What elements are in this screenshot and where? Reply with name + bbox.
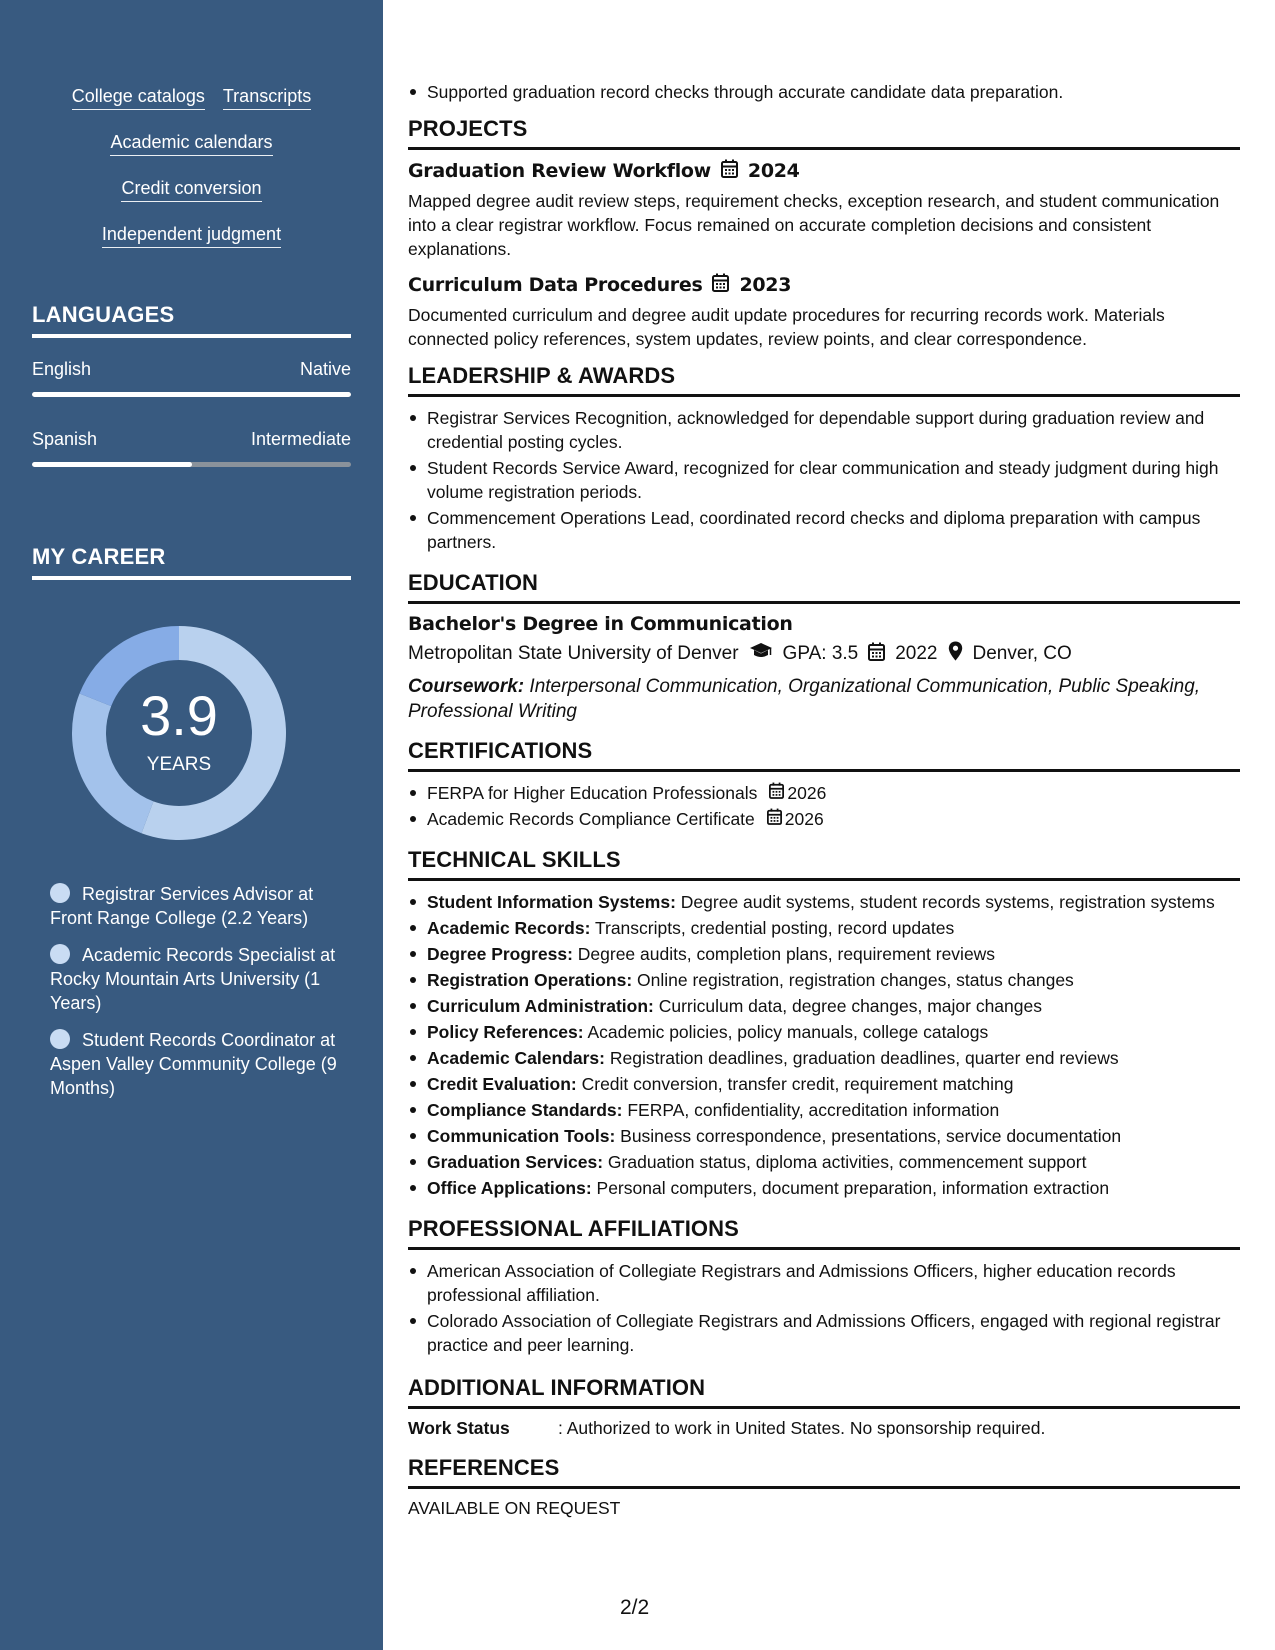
skill-tag: College catalogs (72, 86, 205, 110)
skill-tag: Independent judgment (102, 224, 281, 248)
career-total-unit: YEARS (146, 754, 212, 775)
language-bar-fill (32, 462, 192, 467)
skill-tag: Academic calendars (110, 132, 272, 156)
certification-item: FERPA for Higher Education Professionals 2026 (408, 781, 1240, 805)
list-item: Registrar Services Recognition, acknowledged for dependable support during graduation review and credential posting cycles. (408, 406, 1240, 454)
tag-row (32, 224, 351, 248)
career-item: Registrar Services Advisor at Front Range College (2.2 Years) (50, 884, 314, 928)
project-title: Curriculum Data Procedures (408, 274, 703, 296)
education-details (408, 641, 1240, 667)
references-heading: REFERENCES (408, 1455, 1240, 1489)
certifications-list (408, 781, 1240, 831)
projects-heading: PROJECTS (408, 116, 1240, 150)
list-item: Commencement Operations Lead, coordinated record checks and diploma preparation with campus partners. (408, 506, 1240, 554)
language-bar-fill (32, 392, 351, 397)
bullet-dot-icon (50, 883, 70, 903)
education-degree: Bachelor's Degree in Communication (408, 613, 793, 635)
education-year: 2022 (895, 643, 938, 664)
skill-item: Graduation Services: Graduation status, diploma activities, commencement support (408, 1150, 1240, 1174)
work-status-value: : Authorized to work in United States. No sponsorship required. (558, 1418, 1046, 1438)
language-bar (32, 462, 351, 467)
skill-item: Student Information Systems: Degree audit systems, student records systems, registration systems (408, 890, 1240, 914)
experience-continuation (408, 80, 1240, 104)
graduation-cap-icon (749, 642, 773, 666)
location-pin-icon (948, 641, 963, 667)
skill-item: Compliance Standards: FERPA, confidentiality, accreditation information (408, 1098, 1240, 1122)
language-name: Spanish (32, 429, 98, 449)
main-content (408, 80, 1240, 1519)
calendar-icon (721, 159, 738, 183)
tag-row (32, 86, 351, 110)
leadership-list (408, 406, 1240, 554)
education-coursework: Coursework: Interpersonal Communication, Organizational Communication, Public Speaking, Professional Writing (408, 676, 1201, 722)
skill-item: Communication Tools: Business correspondence, presentations, service documentation (408, 1124, 1240, 1148)
bullet-dot-icon (50, 1029, 70, 1049)
language-level: Native (299, 359, 351, 379)
tag-row (32, 178, 351, 202)
work-status-row (408, 1418, 1240, 1439)
skill-item: Degree Progress: Degree audits, completion plans, requirement reviews (408, 942, 1240, 966)
skill-tags (32, 86, 351, 270)
education-heading: EDUCATION (408, 570, 1240, 604)
project-description: Documented curriculum and degree audit update procedures for recurring records work. Materials connected policy references, system updates, review points, and clear correspondence. (408, 305, 1165, 349)
list-item: American Association of Collegiate Registrars and Admissions Officers, higher education records professional affiliation. (408, 1259, 1240, 1307)
calendar-icon (767, 807, 782, 831)
skill-item: Curriculum Administration: Curriculum data, degree changes, major changes (408, 994, 1240, 1018)
skills-heading: TECHNICAL SKILLS (408, 847, 1240, 881)
language-level: Intermediate (250, 429, 351, 449)
language-spanish (32, 429, 351, 467)
career-item: Academic Records Specialist at Rocky Mountain Arts University (1 Years) (50, 945, 336, 1013)
calendar-icon (868, 642, 885, 667)
skill-item: Office Applications: Personal computers, document preparation, information extraction (408, 1176, 1240, 1200)
language-english (32, 359, 351, 397)
language-bar (32, 392, 351, 397)
career-list (50, 882, 340, 1113)
skill-item: Policy References: Academic policies, policy manuals, college catalogs (408, 1020, 1240, 1044)
skill-item: Credit Evaluation: Credit conversion, transfer credit, requirement matching (408, 1072, 1240, 1096)
project-title: Graduation Review Workflow (408, 160, 711, 182)
list-item: Supported graduation record checks through accurate candidate data preparation. (408, 80, 1240, 104)
bullet-dot-icon (50, 944, 70, 964)
project (408, 159, 1240, 261)
skill-item: Academic Calendars: Registration deadlines, graduation deadlines, quarter end reviews (408, 1046, 1240, 1070)
tag-row (32, 132, 351, 156)
languages-heading: LANGUAGES (32, 302, 351, 338)
leadership-heading: LEADERSHIP & AWARDS (408, 363, 1240, 397)
skill-item: Academic Records: Transcripts, credential posting, record updates (408, 916, 1240, 940)
work-status-label: Work Status (408, 1418, 510, 1438)
project (408, 273, 1240, 351)
affiliations-list (408, 1259, 1240, 1357)
career-total-value: 3.9 (140, 684, 218, 747)
career-heading: MY CAREER (32, 544, 351, 580)
education-gpa: GPA: 3.5 (782, 643, 859, 664)
education-school: Metropolitan State University of Denver (408, 643, 739, 664)
project-year: 2024 (747, 160, 800, 182)
project-year: 2023 (739, 274, 792, 296)
references-text: AVAILABLE ON REQUEST (408, 1498, 621, 1518)
calendar-icon (769, 781, 784, 805)
additional-info-heading: ADDITIONAL INFORMATION (408, 1375, 1240, 1409)
career-item: Student Records Coordinator at Aspen Valley Community College (9 Months) (50, 1030, 337, 1098)
education-location: Denver, CO (972, 643, 1072, 664)
certification-item: Academic Records Compliance Certificate 2026 (408, 807, 1240, 831)
skill-item: Registration Operations: Online registration, registration changes, status changes (408, 968, 1240, 992)
certifications-heading: CERTIFICATIONS (408, 738, 1240, 772)
list-item: Colorado Association of Collegiate Registrars and Admissions Officers, engaged with regional registrar practice and peer learning. (408, 1309, 1240, 1357)
skill-tag: Credit conversion (121, 178, 261, 202)
page-number: 2/2 (620, 1596, 650, 1619)
calendar-icon (712, 273, 729, 297)
affiliations-heading: PROFESSIONAL AFFILIATIONS (408, 1216, 1240, 1250)
skills-list (408, 890, 1240, 1200)
skill-tag: Transcripts (223, 86, 311, 110)
project-description: Mapped degree audit review steps, requirement checks, exception research, and student communication into a clear registrar workflow. Focus remained on accurate completion decisions and consistent explanations. (408, 191, 1220, 259)
sidebar (0, 0, 383, 1650)
language-name: English (32, 359, 92, 379)
list-item: Student Records Service Award, recognized for clear communication and steady judgment during high volume registration periods. (408, 456, 1240, 504)
